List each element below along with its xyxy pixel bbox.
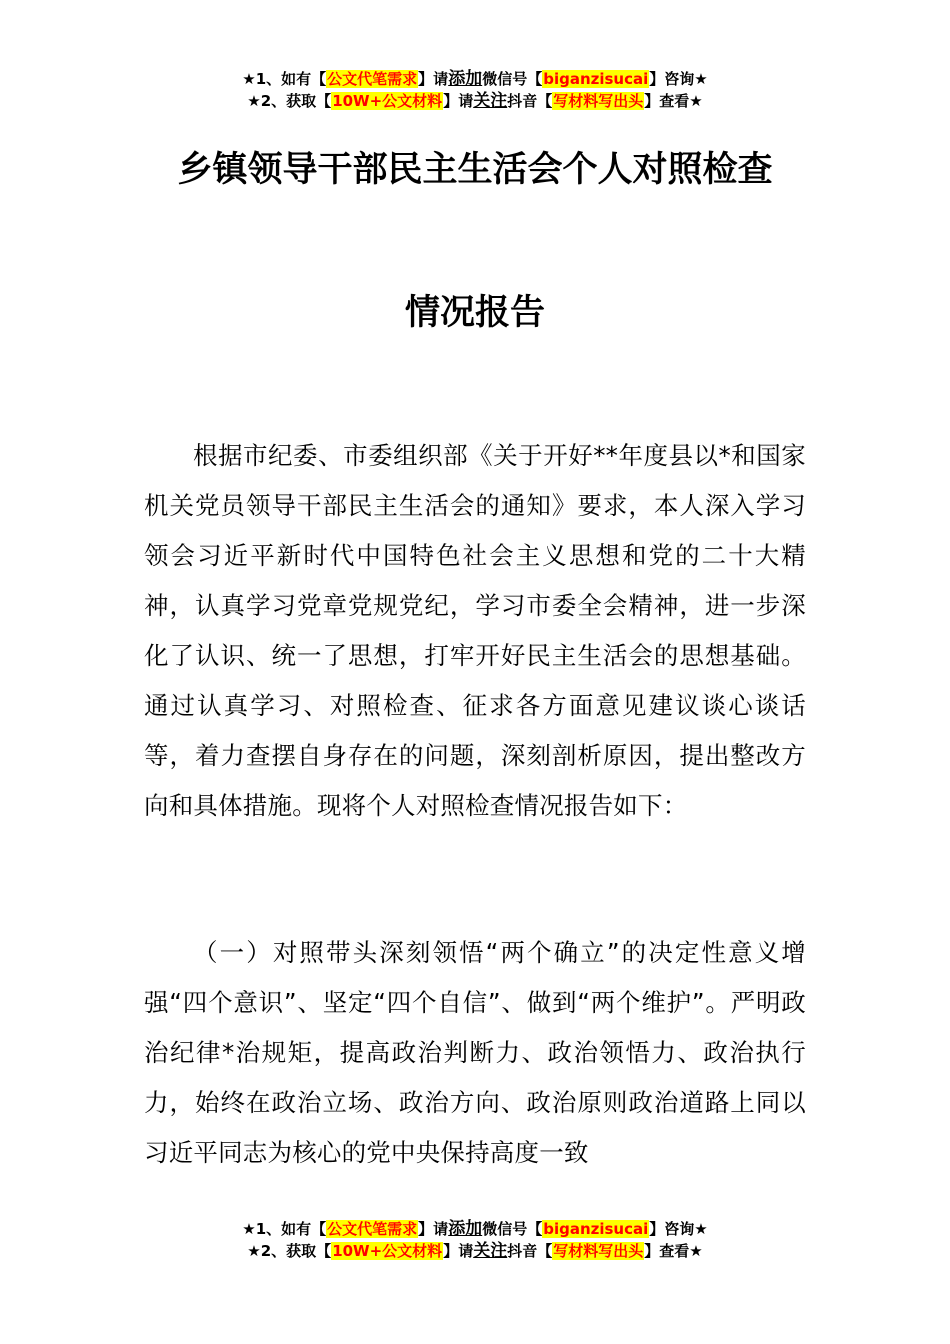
promo-wechat-id: biganzisucai <box>543 1220 649 1238</box>
promo-text: 】请 <box>418 70 449 88</box>
promo-line-1 <box>0 1218 950 1240</box>
promo-text: 】咨询★ <box>649 1220 708 1238</box>
promo-text: 】请 <box>418 1220 449 1238</box>
promo-text: 微信号【 <box>482 1220 543 1238</box>
promo-highlight: 10W+公文材料 <box>332 92 443 110</box>
promo-underlined: 关注 <box>473 91 508 111</box>
promo-text: ★2、获取【 <box>247 1242 332 1260</box>
promo-wechat-id: biganzisucai <box>543 70 649 88</box>
promo-line-2 <box>0 90 950 112</box>
promo-underlined: 添加 <box>448 69 483 89</box>
document-title-line-1: 乡镇领导干部民主生活会个人对照检查 <box>177 150 773 190</box>
promo-text: 】查看★ <box>644 92 703 110</box>
body-paragraph-2: （一）对照带头深刻领悟“两个确立”的决定性意义增强“四个意识”、坚定“四个自信”、做到“两个维护”。严明政治纪律*治规矩，提高政治判断力、政治领悟力、政治执行力，始终在政治立场、政治方向、政治原则政治道路上同以习近平同志为核心的党中央保持高度一致 <box>144 938 806 1167</box>
promo-text: 】请 <box>443 92 474 110</box>
promo-text: 】查看★ <box>644 1242 703 1260</box>
promo-text: 抖音【 <box>507 92 553 110</box>
promo-highlight: 10W+公文材料 <box>332 1242 443 1260</box>
promo-highlight: 公文代笔需求 <box>327 70 418 88</box>
promo-text: ★1、如有【 <box>242 1220 327 1238</box>
promo-banner-top <box>0 68 950 112</box>
promo-line-1 <box>0 68 950 90</box>
promo-highlight: 公文代笔需求 <box>327 1220 418 1238</box>
promo-text: 抖音【 <box>507 1242 553 1260</box>
promo-banner-bottom <box>0 1218 950 1262</box>
document-title-line-2: 情况报告 <box>404 293 545 333</box>
promo-text: 】请 <box>443 1242 474 1260</box>
promo-text: ★1、如有【 <box>242 70 327 88</box>
promo-douyin-account: 写材料写出头 <box>553 1242 644 1260</box>
promo-text: ★2、获取【 <box>247 92 332 110</box>
promo-text: 微信号【 <box>482 70 543 88</box>
body-paragraph-1: 根据市纪委、市委组织部《关于开好**年度县以*和国家机关党员领导干部民主生活会的通知》要求，本人深入学习领会习近平新时代中国特色社会主义思想和党的二十大精神，认真学习党章党规党纪，学习市委全会精神，进一步深化了认识、统一了思想，打牢开好民主生活会的思想基础。通过认真学习、对照检查、征求各方面意见建议谈心谈话等，着力查摆自身存在的问题，深刻剖析原因，提出整改方向和具体措施。现将个人对照检查情况报告如下： <box>144 441 806 820</box>
promo-text: 】咨询★ <box>649 70 708 88</box>
promo-underlined: 添加 <box>448 1219 483 1239</box>
promo-line-2 <box>0 1240 950 1262</box>
promo-douyin-account: 写材料写出头 <box>553 92 644 110</box>
promo-underlined: 关注 <box>473 1241 508 1261</box>
